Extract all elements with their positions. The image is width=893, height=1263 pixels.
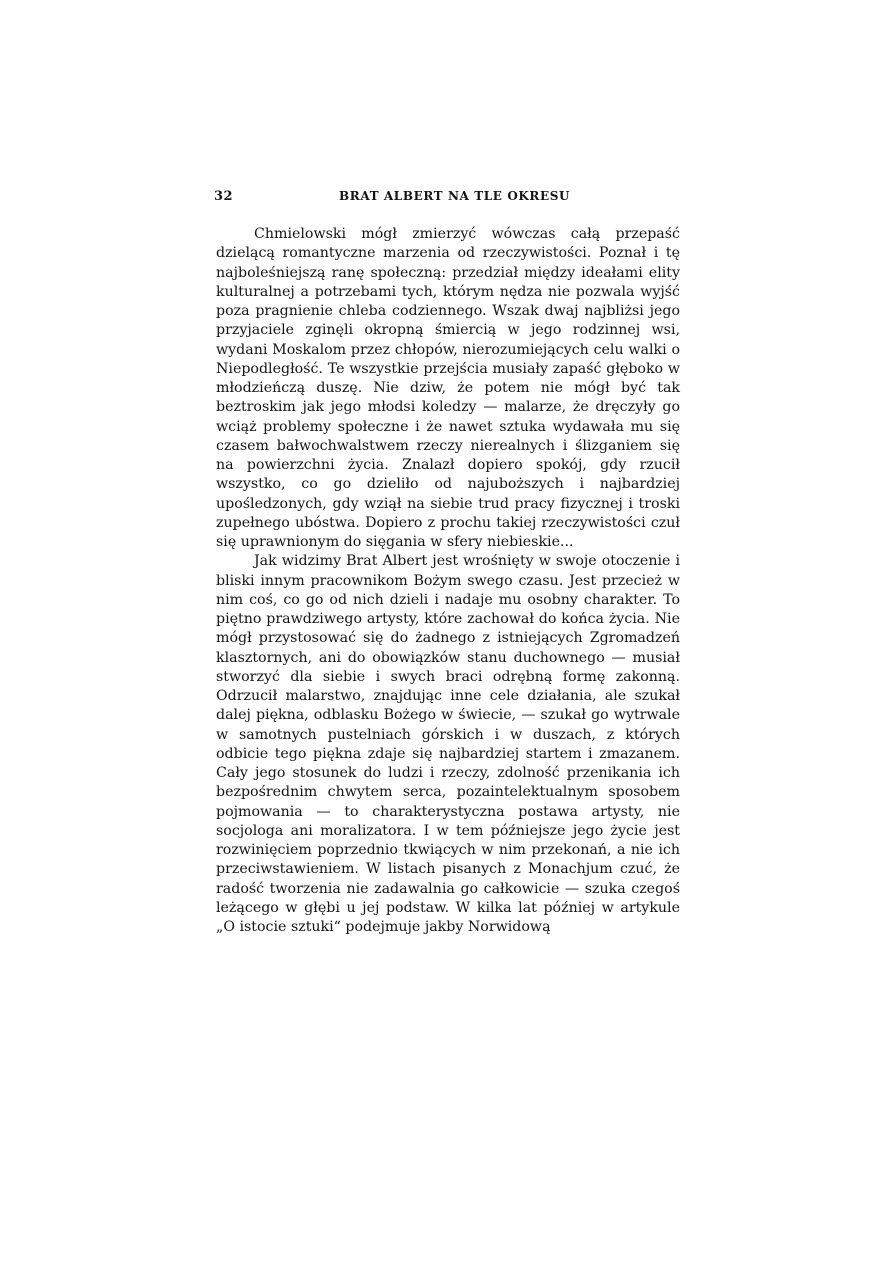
page-number: 32 bbox=[214, 189, 234, 204]
paragraph: Jak widzimy Brat Albert jest wrośnięty w swoje otoczenie i bliski innym pracownikom Bożym swego czasu. Jest przecież w nim coś, co go od nich dzieli i nadaje mu osobny charakter. To piętno prawdziwego artysty, które zachował do końca życia. Nie mógł przystosować się do żadnego z istniejących Zgromadzeń klasztornych, ani do obowiązków stanu duchownego — musiał stworzyć dla siebie i swych braci odrębną formę zakonną. Odrzucił malarstwo, znajdując inne cele działania, ale szukał dalej piękna, odblasku Bożego w świecie, — szukał go wytrwale w samotnych pustelniach górskich i w duszach, z których odbicie tego piękna zdaje się najbardziej startem i zmazanem. Cały jego stosunek do ludzi i rzeczy, zdolność przenikania ich bezpośrednim chwytem serca, pozaintelektualnym sposobem pojmowania — to charakterystyczna postawa artysty, nie socjologa ani moralizatora. I w tem późniejsze jego życie jest rozwinięciem poprzednio tkwiących w nim przekonań, a nie ich przeciwstawieniem. W listach pisanych z Monachjum czuć, że radość tworzenia nie zadawalnia go całkowicie — szuka czegoś leżącego w głębi u jej podstaw. W kilka lat później w artykule „O istocie sztuki“ podejmuje jakby Norwidową bbox=[216, 553, 680, 935]
page-header bbox=[214, 189, 680, 209]
body-text bbox=[216, 225, 680, 937]
running-head-title: BRAT ALBERT NA TLE OKRESU bbox=[339, 189, 571, 203]
paragraph: Chmielowski mógł zmierzyć wówczas całą przepaść dzielącą romantyczne marzenia od rzeczywistości. Poznał i tę najboleśniejszą ranę społeczną: przedział między ideałami elity kulturalnej a potrzebami tych, którym nędza nie pozwala wyjść poza pragnienie chleba codziennego. Wszak dwaj najbliżsi jego przyjaciele zginęli okropną śmiercią w jego rodzinnej wsi, wydani Moskalom przez chłopów, nierozumiejących celu walki o Niepodległość. Te wszystkie przejścia musiały zapaść głęboko w młodzieńczą duszę. Nie dziw, że potem nie mógł być tak beztroskim jak jego młodsi koledzy — malarze, że dręczyły go wciąż problemy społeczne i że nawet sztuka wydawała mu się czasem bałwochwalstwem rzeczy nierealnych i ślizganiem się na powierzchni życia. Znalazł dopiero spokój, gdy rzucił wszystko, co go dzieliło od najuboższych i najbardziej upośledzonych, gdy wziął na siebie trud pracy fizycznej i troski zupełnego ubóstwa. Dopiero z prochu takiej rzeczywistości czuł się uprawnionym do sięgania w sfery niebieskie... bbox=[216, 226, 680, 550]
